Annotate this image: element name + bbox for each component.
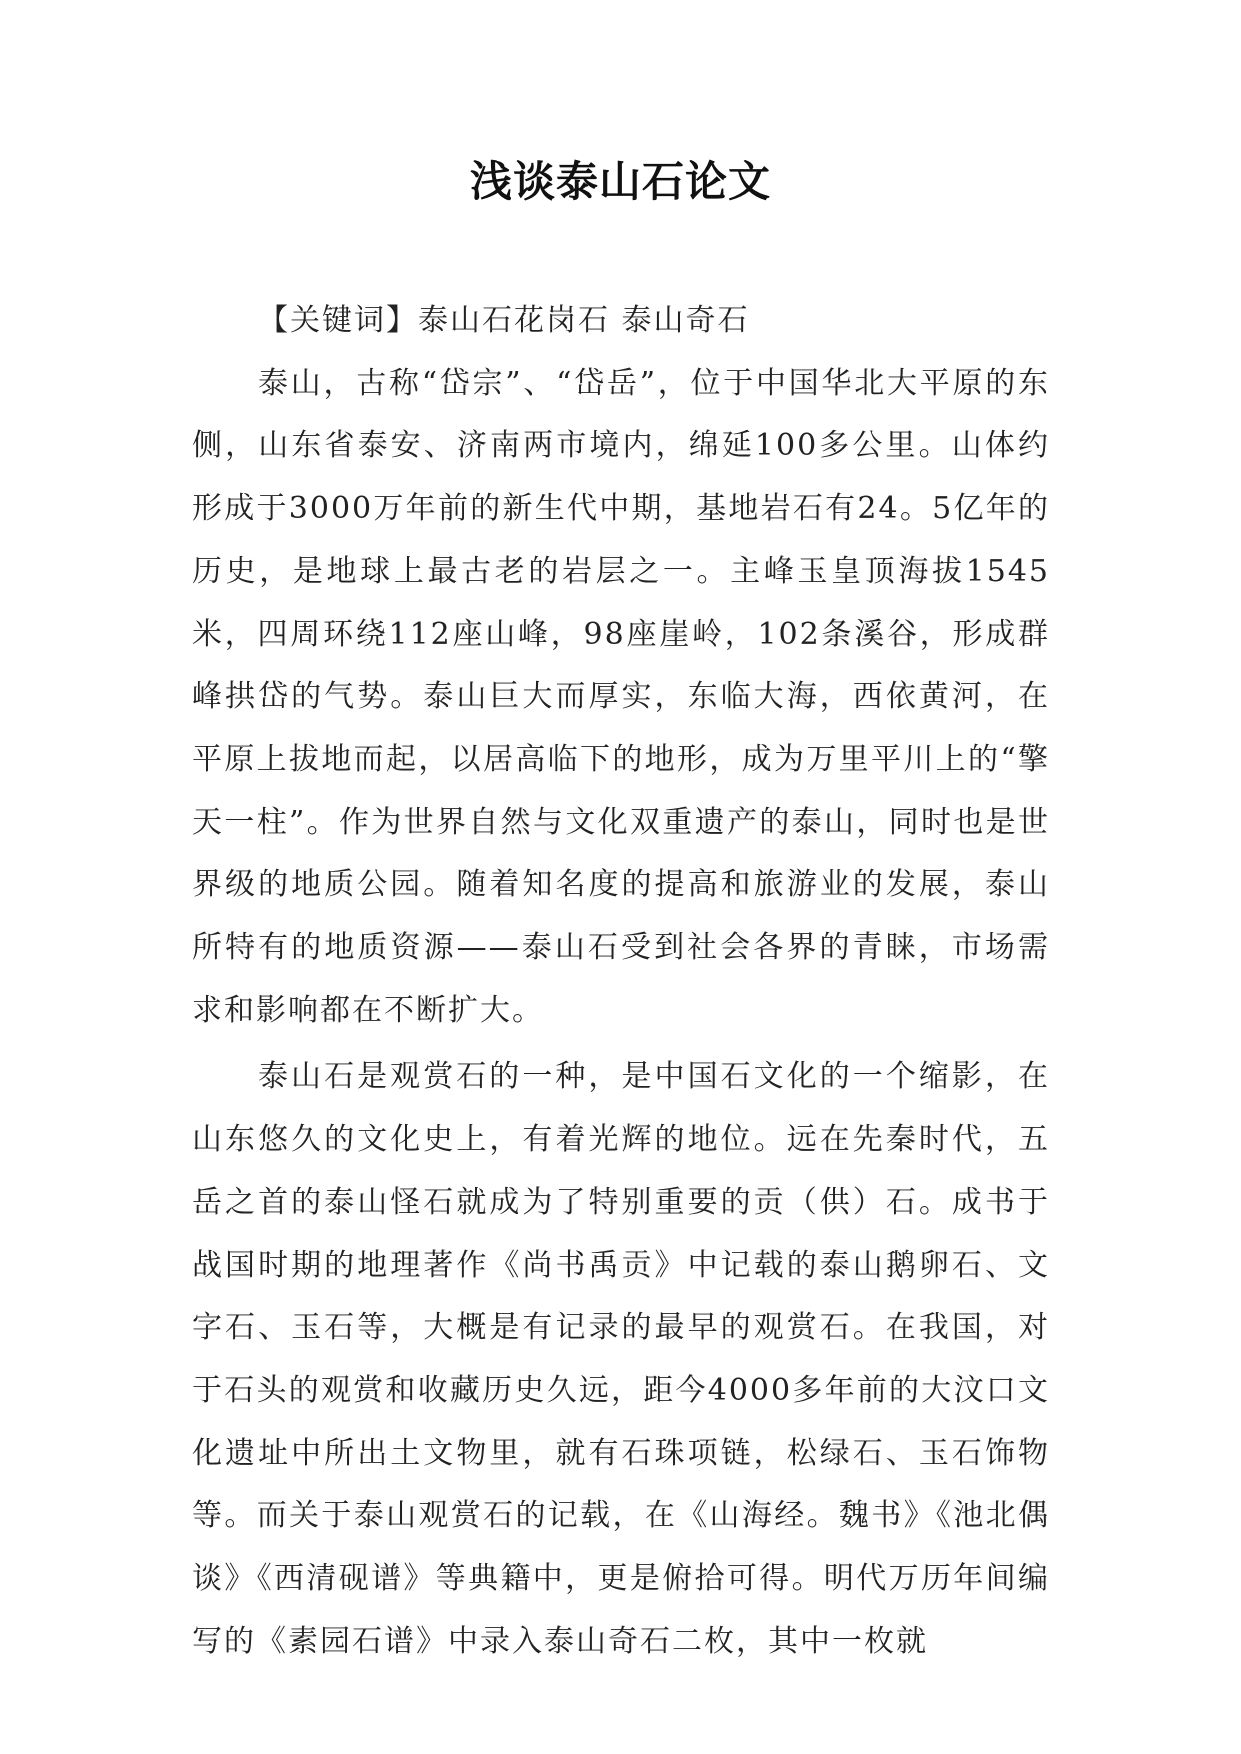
paragraph-2: 泰山石是观赏石的一种，是中国石文化的一个缩影，在山东悠久的文化史上，有着光辉的地位。远在先秦时代，五岳之首的泰山怪石就成为了特别重要的贡（供）石。成书于战国时期的地理著作《尚书禹贡》中记载的泰山鹅卵石、文字石、玉石等，大概是有记录的最早的观赏石。在我国，对于石头的观赏和收藏历史久远，距今4000多年前的大汶口文化遗址中所出土文物里，就有石珠项链，松绿石、玉石饰物等。而关于泰山观赏石的记载，在《山海经。魏书》《池北偶谈》《西清砚谱》等典籍中，更是俯拾可得。明代万历年间编写的《素园石谱》中录入泰山奇石二枚，其中一枚就 bbox=[192, 1059, 1050, 1659]
paragraph-1: 泰山，古称“岱宗”、“岱岳”，位于中国华北大平原的东侧，山东省泰安、济南两市境内，绵延100多公里。山体约形成于3000万年前的新生代中期，基地岩石有24。5亿年的历史，是地球上最古老的岩层之一。主峰玉皇顶海拔1545米，四周环绕112座山峰，98座崖岭，102条溪谷，形成群峰拱岱的气势。泰山巨大而厚实，东临大海，西依黄河，在平原上拔地而起，以居高临下的地形，成为万里平川上的“擎天一柱”。作为世界自然与文化双重遗产的泰山，同时也是世界级的地质公园。随着知名度的提高和旅游业的发展，泰山所特有的地质资源——泰山石受到社会各界的青睐，市场需求和影响都在不断扩大。 bbox=[192, 365, 1050, 1028]
document-title: 浅谈泰山石论文 bbox=[469, 157, 771, 206]
keywords-line: 【关键词】泰山石花岗石 泰山奇石 bbox=[258, 303, 750, 338]
document-body bbox=[192, 290, 1050, 1673]
